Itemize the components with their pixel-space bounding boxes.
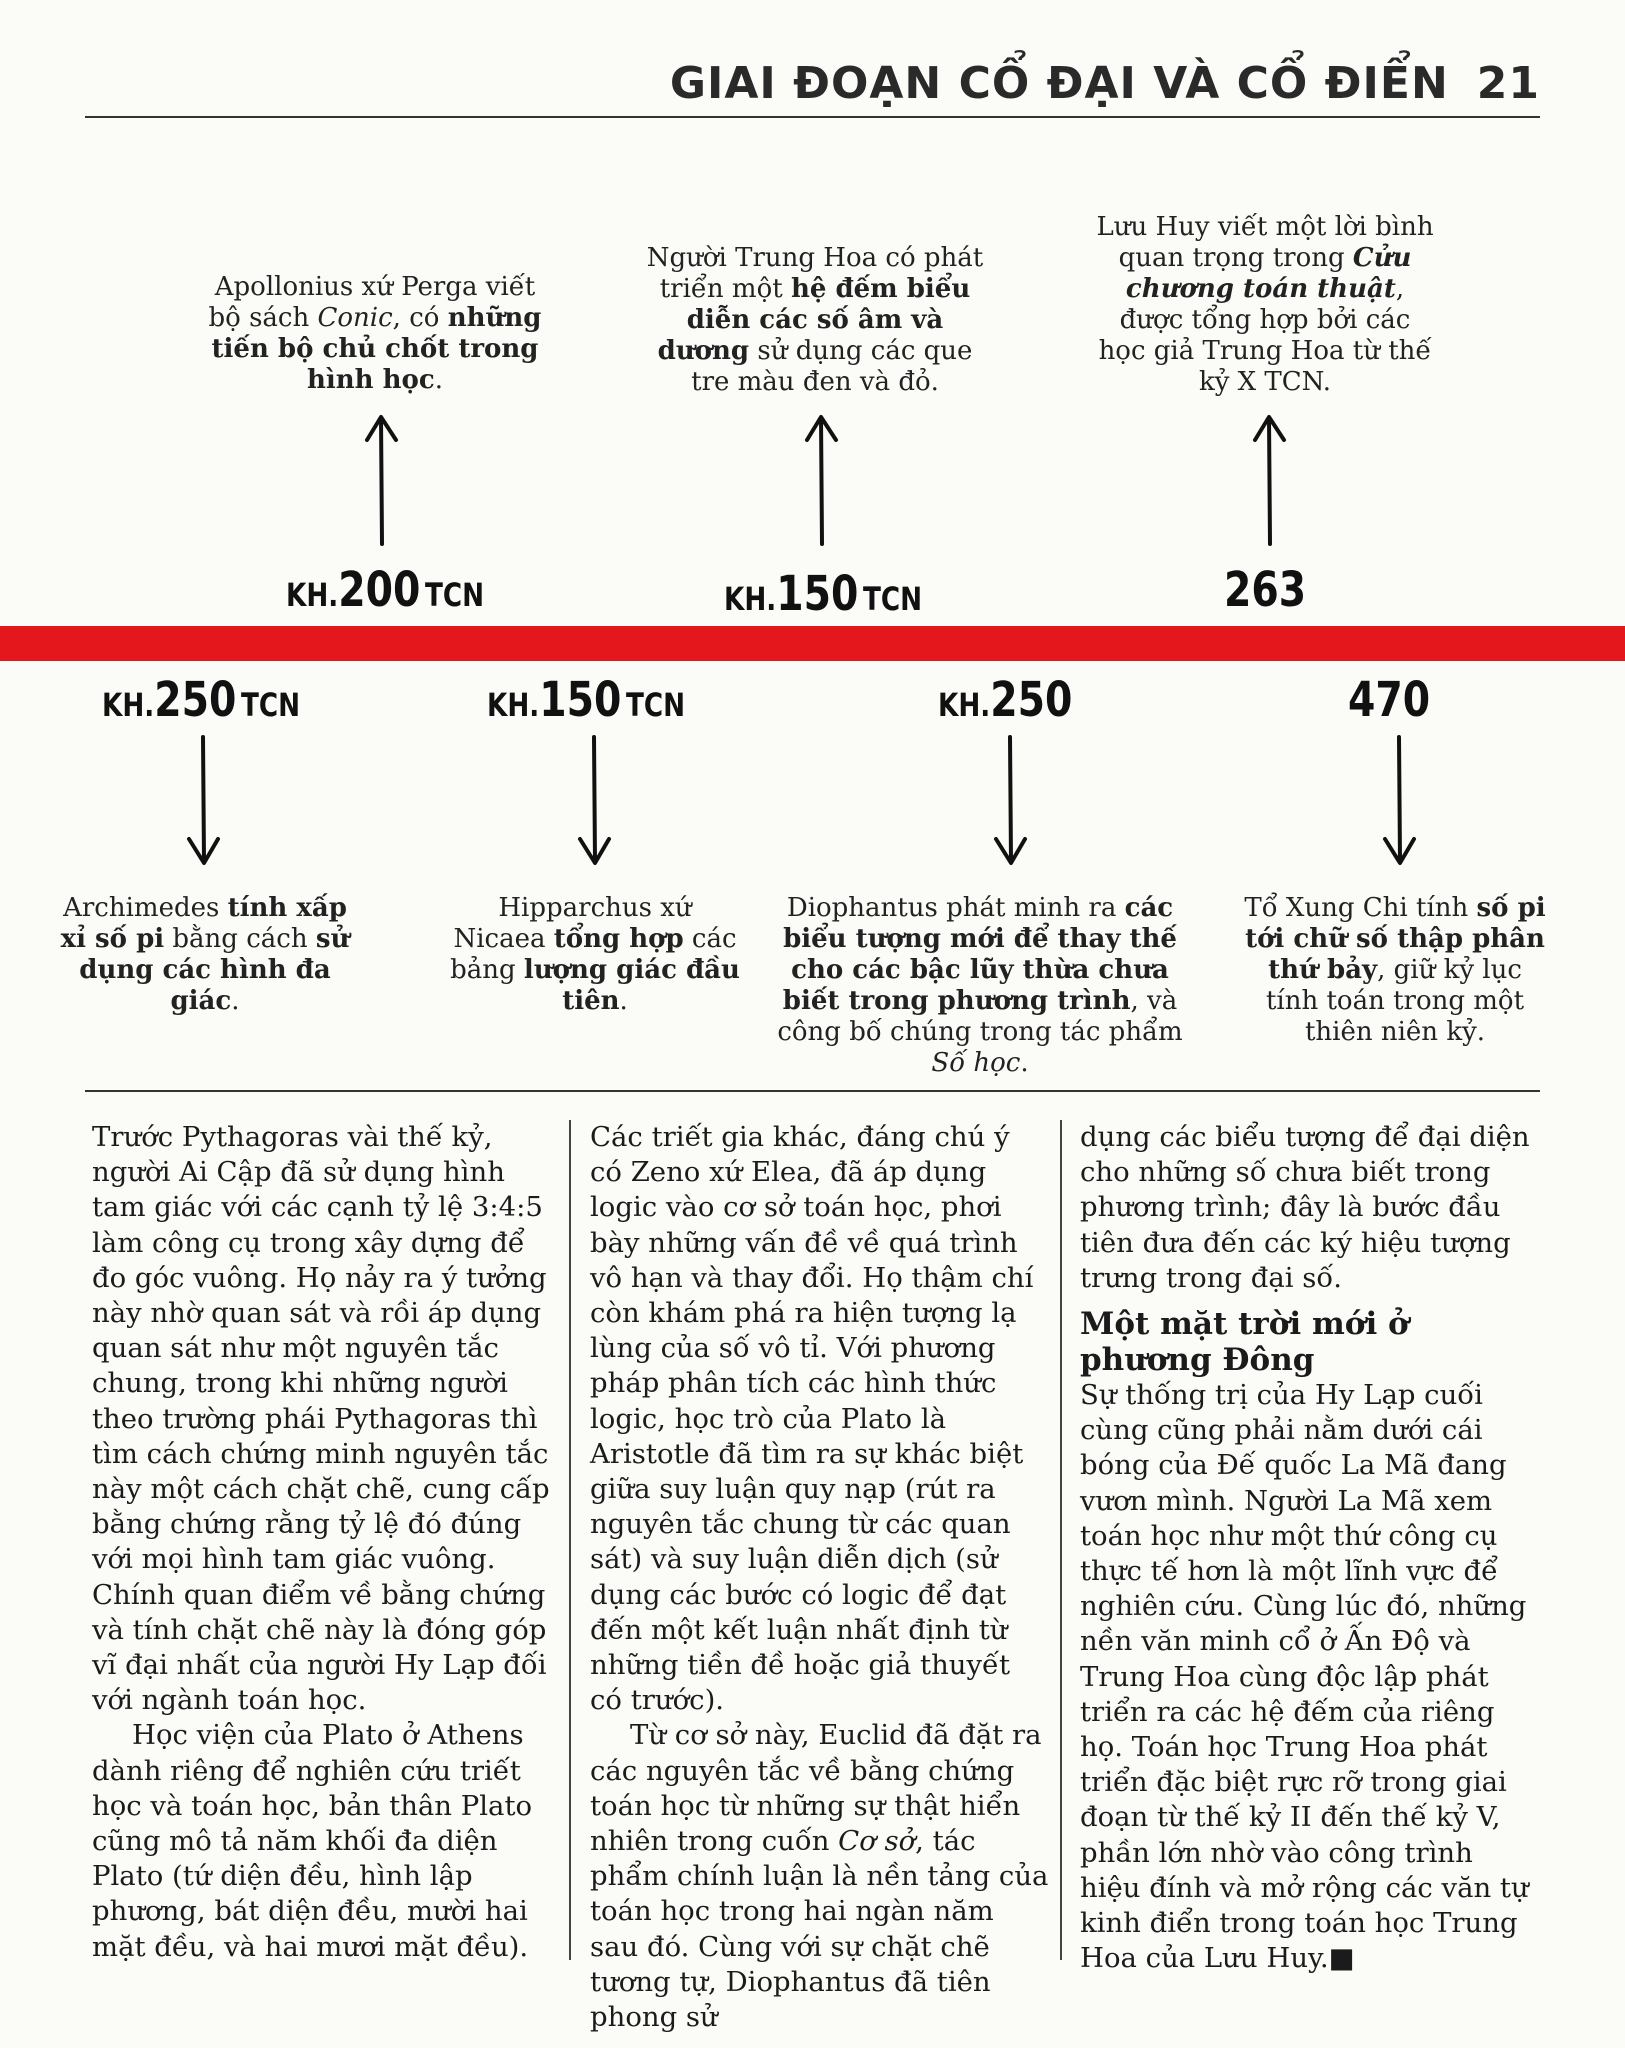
page-number: 21	[1476, 58, 1540, 109]
timeline-bar	[0, 626, 1625, 661]
up-arrow-icon	[362, 412, 402, 548]
up-arrow-icon	[1250, 412, 1290, 548]
up-arrow-icon	[802, 412, 842, 548]
down-arrow-icon	[1379, 733, 1419, 869]
date-263: 263	[1224, 562, 1307, 618]
event-archimedes: Archimedes tính xấp xỉ số pi bằng cách sử dụng các hình đa giác.	[60, 893, 350, 1016]
date-200-bc: KH.200 TCN	[286, 562, 485, 618]
down-arrow-icon	[183, 733, 223, 869]
section-rule	[85, 1090, 1540, 1092]
date-150-bc-above: KH.150 TCN	[724, 566, 923, 622]
event-liu-hui: Lưu Huy viết một lời bình quan trọng trong Cửu chương toán thuật, được tổng hợp bởi các học giả Trung Hoa từ thế kỷ X TCN.	[1096, 212, 1434, 397]
end-mark: ■	[1328, 1942, 1355, 1975]
paragraph: Các triết gia khác, đáng chú ý có Zeno xứ Elea, đã áp dụng logic vào cơ sở toán học, phơi bày những vấn đề về quá trình vô hạn và thay đổi. Họ thậm chí còn khám phá ra hiện tượng lạ lùng của số vô tỉ. Với phương pháp phân tích các hình thức logic, học trò của Plato là Aristotle đã tìm ra sự khác biệt giữa suy luận quy nạp (rút ra nguyên tắc chung từ các quan sát) và suy luận diễn dịch (sử dụng các bước có logic để đạt đến một kết luận nhất định từ những tiền đề hoặc giả thuyết có trước).	[590, 1121, 1034, 1717]
down-arrow-icon	[990, 733, 1030, 869]
paragraph: Sự thống trị của Hy Lạp cuối cùng cũng phải nằm dưới cái bóng của Đế quốc La Mã đang vươn mình. Người La Mã xem toán học như một thứ công cụ thực tế hơn là một lĩnh vực để nghiên cứu. Cùng lúc đó, những nền văn minh cổ ở Ấn Độ và Trung Hoa cùng độc lập phát triển ra các hệ đếm của riêng họ. Toán học Trung Hoa phát triển đặc biệt rực rỡ trong giai đoạn từ thế kỷ II đến thế kỷ V, phần lớn nhờ vào công trình hiệu đính và mở rộng các văn tự kinh điển trong toán học Trung Hoa của Lưu Huy.■	[1080, 1379, 1529, 1975]
body-column-3	[1080, 1120, 1540, 1976]
body-column-1	[92, 1120, 552, 1965]
date-150-bc-below: KH.150 TCN	[487, 672, 686, 728]
chapter-title: GIAI ĐOẠN CỔ ĐẠI VÀ CỔ ĐIỂN	[669, 58, 1449, 109]
event-chinese-counting-rods: Người Trung Hoa có phát triển một hệ đếm biểu diễn các số âm và dương sử dụng các que tre màu đen và đỏ.	[646, 243, 984, 397]
column-divider	[1060, 1120, 1062, 1960]
event-hipparchus: Hipparchus xứ Nicaea tổng hợp các bảng lượng giác đầu tiên.	[450, 893, 740, 1016]
date-250-bc: KH.250 TCN	[102, 672, 301, 728]
event-apollonius: Apollonius xứ Perga viết bộ sách Conic, có những tiến bộ chủ chốt trong hình học.	[208, 272, 542, 395]
event-zu-chongzhi: Tổ Xung Chi tính số pi tới chữ số thập phân thứ bảy, giữ kỷ lục tính toán trong một thiên niên kỷ.	[1244, 893, 1546, 1047]
down-arrow-icon	[574, 733, 614, 869]
date-250-ad: KH.250	[938, 672, 1073, 728]
date-470: 470	[1348, 672, 1431, 728]
paragraph: Học viện của Plato ở Athens dành riêng để nghiên cứu triết học và toán học, bản thân Plato cũng mô tả năm khối đa diện Plato (tứ diện đều, hình lập phương, bát diện đều, mười hai mặt đều, và hai mươi mặt đều).	[92, 1719, 533, 1963]
section-heading: Một mặt trời mới ở phương Đông	[1080, 1306, 1409, 1379]
header-rule	[85, 116, 1540, 118]
column-divider	[569, 1120, 571, 1960]
running-header	[670, 58, 1540, 109]
event-diophantus: Diophantus phát minh ra các biểu tượng mới để thay thế cho các bậc lũy thừa chưa biết trong phương trình, và công bố chúng trong tác phẩm Số học.	[777, 893, 1183, 1078]
paragraph: Từ cơ sở này, Euclid đã đặt ra các nguyên tắc về bằng chứng toán học từ những sự thật hiển nhiên trong cuốn Cơ sở, tác phẩm chính luận là nền tảng của toán học trong hai ngàn năm sau đó. Cùng với sự chặt chẽ tương tự, Diophantus đã tiên phong sử	[590, 1719, 1049, 2034]
paragraph: dụng các biểu tượng để đại diện cho những số chưa biết trong phương trình; đây là bước đầu tiên đưa đến các ký hiệu tượng trưng trong đại số.	[1080, 1121, 1530, 1294]
paragraph: Trước Pythagoras vài thế kỷ, người Ai Cập đã sử dụng hình tam giác với các cạnh tỷ lệ 3:4:5 làm công cụ trong xây dựng để đo góc vuông. Họ nảy ra ý tưởng này nhờ quan sát và rồi áp dụng quan sát như một nguyên tắc chung, trong khi những người theo trường phái Pythagoras thì tìm cách chứng minh nguyên tắc này một cách chặt chẽ, cung cấp bằng chứng rằng tỷ lệ đó đúng với mọi hình tam giác vuông. Chính quan điểm về bằng chứng và tính chặt chẽ này là đóng góp vĩ đại nhất của người Hy Lạp đối với ngành toán học.	[92, 1121, 550, 1717]
body-column-2	[590, 1120, 1050, 2035]
